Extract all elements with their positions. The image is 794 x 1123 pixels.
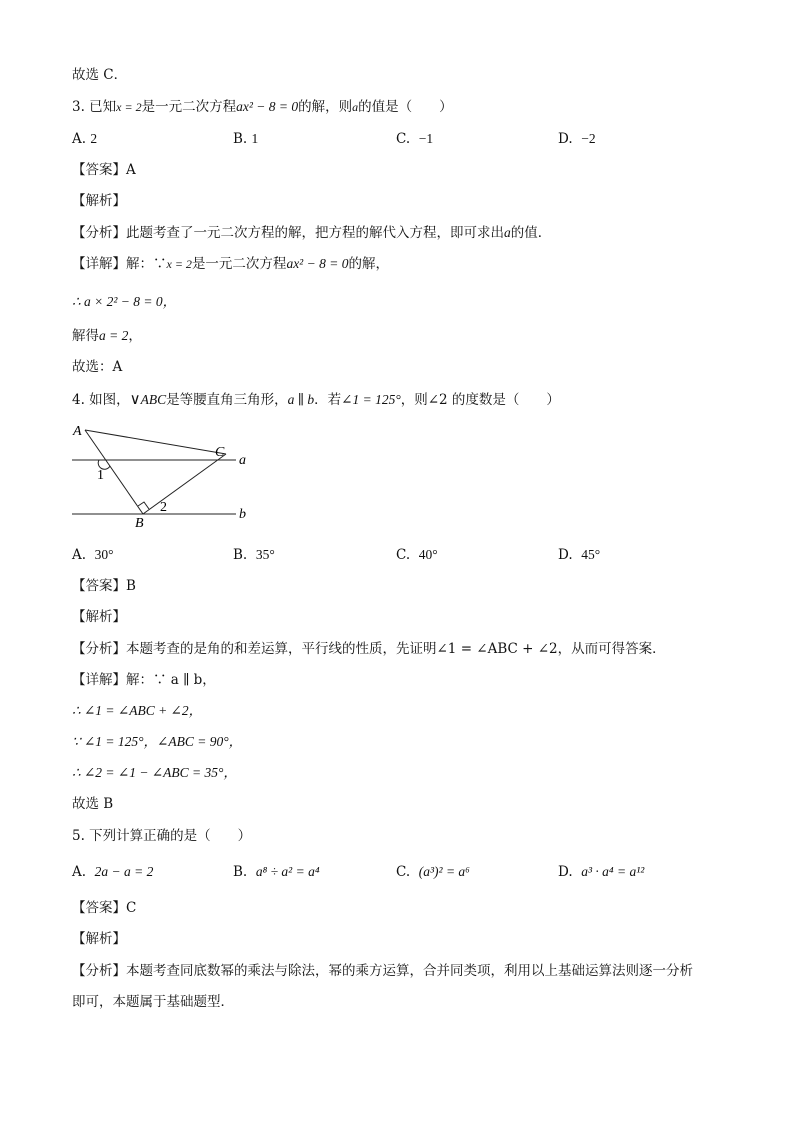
previous-conclusion: 故选 C．: [72, 67, 128, 83]
q4-figure: [66, 418, 266, 530]
segment-bc: [143, 454, 226, 514]
segment-ac: [85, 430, 226, 454]
q4-step3: ∴ ∠2 = ∠1 − ∠ABC = 35°，: [72, 765, 237, 780]
q4-step1: ∴ ∠1 = ∠ABC + ∠2，: [72, 703, 203, 718]
q3-answer: 【答案】A: [72, 162, 136, 178]
q5-analysis-line1: 【分析】本题考查同底数幂的乘法与除法，幂的乘方运算，合并同类项，利用以上基础运算法则逐一分析: [72, 963, 693, 979]
q4-detail: 【详解】解：∵ a ∥ b，: [72, 672, 216, 688]
right-angle-mark: [138, 502, 149, 509]
q3-jiexi-heading: 【解析】: [72, 193, 126, 209]
q5-jiexi-heading: 【解析】: [72, 931, 126, 947]
q5-option-d: D. a³ · a⁴ = a¹²: [558, 864, 645, 880]
q5-option-b: B. a⁸ ÷ a² = a⁴: [233, 864, 320, 880]
q3-option-d: D. −2: [558, 131, 596, 147]
q3-conclusion: 故选：A: [72, 359, 123, 375]
q5-stem: 5. 下列计算正确的是（ ）: [72, 828, 252, 844]
segment-ab: [85, 430, 143, 514]
label-2: 2: [160, 500, 167, 515]
q4-option-b: B. 35°: [233, 547, 275, 563]
q5-analysis-line2: 即可，本题属于基础题型．: [72, 994, 234, 1010]
q5-option-c: C. (a³)² = a⁶: [396, 864, 470, 880]
q3-option-c: C. −1: [396, 131, 434, 147]
label-C: C: [215, 445, 225, 460]
q3-step2: 解得a = 2，: [72, 328, 142, 344]
q3-option-a: A. 2: [72, 131, 98, 147]
q5-option-a: A. 2a − a = 2: [72, 864, 154, 880]
q4-step2: ∵ ∠1 = 125°，∠ABC = 90°，: [72, 734, 243, 749]
label-A: A: [73, 424, 82, 439]
q4-option-a: A. 30°: [72, 547, 114, 563]
label-a: a: [239, 453, 246, 468]
q4-analysis: 【分析】本题考查的是角的和差运算，平行线的性质，先证明∠1 = ∠ABC + ∠2，从而可得答案．: [72, 641, 666, 657]
label-1: 1: [97, 468, 104, 483]
q4-option-d: D. 45°: [558, 547, 601, 563]
q3-step1: ∴ a × 2² − 8 = 0，: [72, 294, 177, 309]
q3-stem: 3. 已知x = 2是一元二次方程ax² − 8 = 0的解，则a的值是（ ）: [72, 99, 453, 115]
q3-option-b: B. 1: [233, 131, 259, 147]
label-B: B: [135, 516, 144, 530]
q5-answer: 【答案】C: [72, 900, 137, 916]
q4-jiexi-heading: 【解析】: [72, 609, 126, 625]
q4-option-c: C. 40°: [396, 547, 438, 563]
q3-analysis: 【分析】此题考查了一元二次方程的解，把方程的解代入方程，即可求出a的值．: [72, 225, 552, 241]
q4-stem: 4. 如图，∨ABC是等腰直角三角形，a ∥ b．若∠1 = 125°，则∠2 的度数是（ ）: [72, 390, 560, 408]
q4-conclusion: 故选 B: [72, 796, 114, 812]
q3-detail: 【详解】解：∵x = 2是一元二次方程ax² − 8 = 0的解，: [72, 256, 389, 272]
label-b: b: [239, 507, 246, 522]
q4-answer: 【答案】B: [72, 578, 136, 594]
